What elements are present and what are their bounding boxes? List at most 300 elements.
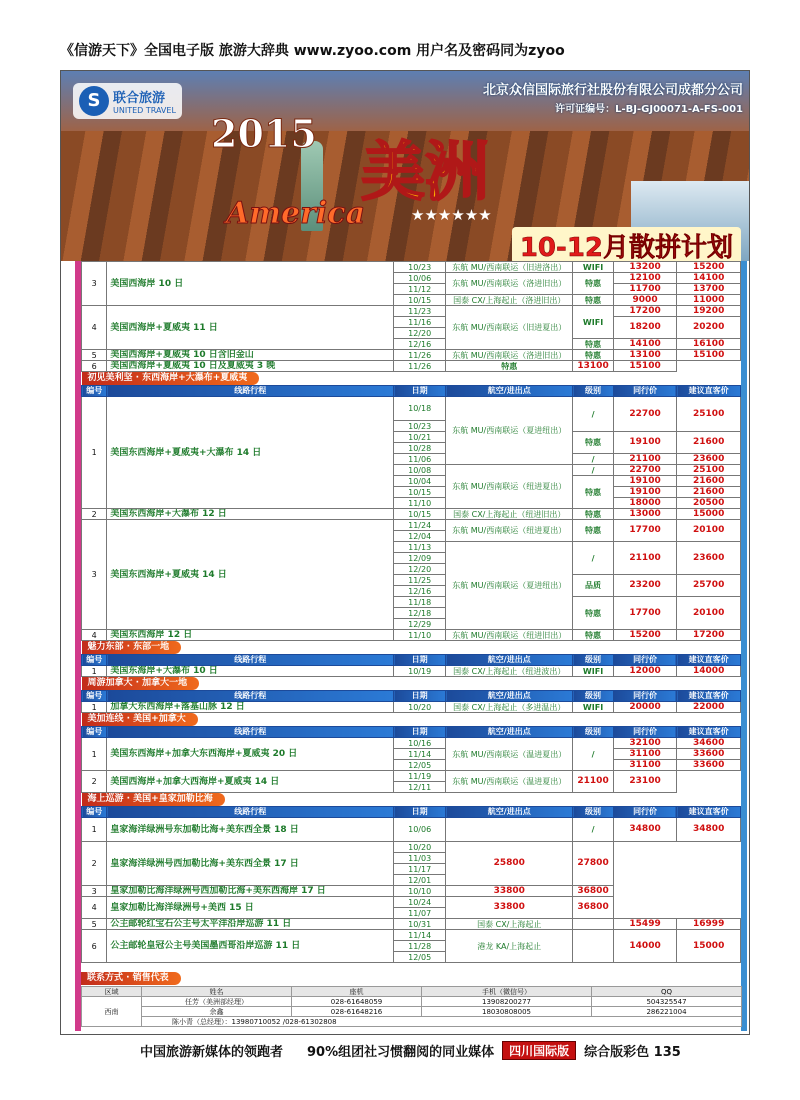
route-number: 1 bbox=[82, 738, 107, 771]
column-header: 级别 bbox=[573, 386, 613, 397]
retail-price: 21600 bbox=[677, 432, 741, 454]
column-header: 编号 bbox=[82, 807, 107, 818]
column-header: 编号 bbox=[82, 386, 107, 397]
column-header: 航空/进出点 bbox=[446, 691, 573, 702]
route-number: 6 bbox=[82, 930, 107, 963]
date-cell: 10/16 bbox=[394, 738, 446, 749]
section-title: 初见美利坚 · 东西海岸+大瀑布+夏威夷 bbox=[82, 372, 260, 385]
level-cell: WIFI bbox=[573, 262, 613, 273]
trade-price: 31100 bbox=[613, 749, 677, 760]
airline-cell: 国泰 CX/上海起止（洛进旧出） bbox=[446, 295, 573, 306]
column-header: 同行价 bbox=[613, 807, 677, 818]
contact-section-label bbox=[81, 965, 747, 985]
column-header: 建议直客价 bbox=[677, 691, 741, 702]
route-name: 美国东西海岸+加拿大东西海岸+夏威夷 20 日 bbox=[107, 738, 394, 771]
route-tables bbox=[75, 261, 747, 963]
column-header: 编号 bbox=[82, 727, 107, 738]
date-cell: 11/14 bbox=[394, 930, 446, 941]
route-number: 3 bbox=[82, 886, 107, 897]
column-header: 日期 bbox=[394, 807, 446, 818]
retail-price: 27800 bbox=[573, 842, 613, 886]
trade-price: 13000 bbox=[613, 509, 677, 520]
route-number: 5 bbox=[82, 350, 107, 361]
contact-row bbox=[82, 1017, 742, 1027]
route-number: 1 bbox=[82, 397, 107, 509]
retail-price: 21600 bbox=[677, 476, 741, 487]
date-cell: 10/15 bbox=[394, 509, 446, 520]
logo-icon: S bbox=[79, 86, 109, 116]
retail-price: 25100 bbox=[677, 465, 741, 476]
retail-price: 22000 bbox=[677, 702, 741, 713]
date-cell: 11/03 bbox=[394, 853, 446, 864]
contact-header-row bbox=[82, 987, 742, 997]
level-cell: / bbox=[573, 397, 613, 432]
column-header: 编号 bbox=[82, 691, 107, 702]
edition-badge: 四川国际版 bbox=[502, 1041, 576, 1060]
banner-year: 2015 bbox=[211, 111, 317, 156]
retail-price: 14100 bbox=[677, 273, 741, 284]
date-cell: 11/19 bbox=[394, 771, 446, 782]
section-cell bbox=[82, 793, 741, 807]
level-cell: 特惠 bbox=[573, 520, 613, 542]
section-title: 魅力东部 · 东部一地 bbox=[82, 641, 182, 654]
route-name: 美国西海岸+夏威夷 11 日 bbox=[107, 306, 394, 350]
route-number: 1 bbox=[82, 818, 107, 842]
table-row bbox=[82, 666, 741, 677]
route-number: 4 bbox=[82, 630, 107, 641]
column-header: 线路行程 bbox=[107, 655, 394, 666]
column-header: 同行价 bbox=[613, 691, 677, 702]
contact-row bbox=[82, 1007, 742, 1017]
route-name: 皇家海洋绿洲号西加勒比海+美东西全景 17 日 bbox=[107, 842, 394, 886]
contact-qq: 286221004 bbox=[592, 1007, 742, 1017]
date-cell: 10/19 bbox=[394, 666, 446, 677]
column-header: 日期 bbox=[394, 655, 446, 666]
header-row bbox=[82, 691, 741, 702]
column-header: 建议直客价 bbox=[677, 727, 741, 738]
trade-price: 12000 bbox=[613, 666, 677, 677]
contact-region: 西南 bbox=[82, 997, 142, 1027]
level-cell: 特惠 bbox=[573, 273, 613, 295]
level-cell: 特惠 bbox=[573, 597, 613, 630]
date-cell: 11/17 bbox=[394, 864, 446, 875]
contact-title: 联系方式 · 销售代表 bbox=[81, 972, 181, 985]
retail-price: 33600 bbox=[677, 749, 741, 760]
table-row bbox=[82, 509, 741, 520]
date-cell: 12/09 bbox=[394, 553, 446, 564]
date-cell: 11/26 bbox=[394, 350, 446, 361]
trade-price: 13100 bbox=[613, 350, 677, 361]
page-number: 综合版彩色 135 bbox=[584, 1044, 681, 1060]
route-table bbox=[81, 261, 741, 963]
retail-price: 11000 bbox=[677, 295, 741, 306]
date-cell: 10/20 bbox=[394, 842, 446, 853]
column-header: 线路行程 bbox=[107, 807, 394, 818]
date-cell: 12/16 bbox=[394, 586, 446, 597]
date-cell: 12/29 bbox=[394, 619, 446, 630]
company-logo bbox=[73, 83, 182, 119]
section-row bbox=[82, 677, 741, 691]
contact-mob: 13908200277 bbox=[422, 997, 592, 1007]
trade-price: 23200 bbox=[613, 575, 677, 597]
date-cell: 12/20 bbox=[394, 564, 446, 575]
section-cell bbox=[82, 677, 741, 691]
level-cell: / bbox=[573, 454, 613, 465]
trade-price: 21100 bbox=[613, 454, 677, 465]
date-cell: 12/18 bbox=[394, 608, 446, 619]
trade-price: 20000 bbox=[613, 702, 677, 713]
table-row bbox=[82, 771, 741, 782]
contact-tel: 028-61648216 bbox=[292, 1007, 422, 1017]
airline-cell: 东航 MU/西南联运（洛进旧出） bbox=[446, 273, 573, 295]
column-header: 航空/进出点 bbox=[446, 727, 573, 738]
date-cell: 12/16 bbox=[394, 339, 446, 350]
retail-price: 23600 bbox=[677, 542, 741, 575]
section-cell bbox=[82, 641, 741, 655]
section-title: 海上巡游 · 美国+皇家加勒比海 bbox=[82, 793, 225, 806]
date-cell: 11/10 bbox=[394, 630, 446, 641]
route-name: 公主邮轮皇冠公主号美国墨西哥沿岸巡游 11 日 bbox=[107, 930, 394, 963]
header-row bbox=[82, 386, 741, 397]
table-row bbox=[82, 361, 741, 372]
trade-price: 19100 bbox=[613, 487, 677, 498]
retail-price: 34800 bbox=[677, 818, 741, 842]
airline-cell: 东航 MU/西南联运（夏进纽出） bbox=[446, 397, 573, 465]
date-cell: 10/15 bbox=[394, 295, 446, 306]
table-row bbox=[82, 630, 741, 641]
date-cell: 12/05 bbox=[394, 952, 446, 963]
contact-header: 手机（微信号） bbox=[422, 987, 592, 997]
date-cell: 10/06 bbox=[394, 818, 446, 842]
table-row bbox=[82, 350, 741, 361]
route-name: 美国东海岸+大瀑布 10 日 bbox=[107, 666, 394, 677]
banner-english: America bbox=[226, 196, 366, 231]
contact-table bbox=[81, 986, 742, 1027]
date-cell: 11/12 bbox=[394, 284, 446, 295]
table-row bbox=[82, 919, 741, 930]
contact-name: 余鑫 bbox=[142, 1007, 292, 1017]
section-row bbox=[82, 713, 741, 727]
header-row bbox=[82, 655, 741, 666]
date-cell: 10/23 bbox=[394, 262, 446, 273]
retail-price: 21600 bbox=[677, 487, 741, 498]
star-row-icon: ★★★★★★ bbox=[411, 206, 492, 224]
price-sheet bbox=[75, 261, 747, 1031]
column-header: 日期 bbox=[394, 727, 446, 738]
date-cell: 12/05 bbox=[394, 760, 446, 771]
retail-price: 20500 bbox=[677, 498, 741, 509]
trade-price: 11700 bbox=[613, 284, 677, 295]
date-cell: 11/06 bbox=[394, 454, 446, 465]
contact-name: 任芳（美洲部经理） bbox=[142, 997, 292, 1007]
footer-slogan: 中国旅游新媒体的领跑者 bbox=[140, 1044, 284, 1060]
header-row bbox=[82, 727, 741, 738]
airline-cell bbox=[446, 818, 573, 842]
table-row bbox=[82, 930, 741, 941]
column-header: 级别 bbox=[573, 807, 613, 818]
contact-qq: 504325547 bbox=[592, 997, 742, 1007]
column-header: 日期 bbox=[394, 386, 446, 397]
level-cell: WIFI bbox=[573, 702, 613, 713]
section-cell bbox=[82, 713, 741, 727]
column-header: 建议直客价 bbox=[677, 807, 741, 818]
trade-price: 33800 bbox=[446, 886, 573, 897]
retail-price: 14000 bbox=[677, 666, 741, 677]
contact-header: 区域 bbox=[82, 987, 142, 997]
date-cell: 10/24 bbox=[394, 897, 446, 908]
contact-tel: 028-61648059 bbox=[292, 997, 422, 1007]
table-row bbox=[82, 842, 741, 853]
contact-mob: 18030808005 bbox=[422, 1007, 592, 1017]
level-cell: 特惠 bbox=[573, 476, 613, 509]
date-cell: 11/13 bbox=[394, 542, 446, 553]
retail-price: 25700 bbox=[677, 575, 741, 597]
date-cell: 10/21 bbox=[394, 432, 446, 443]
top-banner-text: 《信游天下》全国电子版 旅游大辞典 www.zyoo.com 用户名及密码同为zyoo bbox=[60, 43, 565, 59]
column-header: 同行价 bbox=[613, 386, 677, 397]
date-cell: 12/20 bbox=[394, 328, 446, 339]
level-cell: 品质 bbox=[573, 575, 613, 597]
section-row bbox=[82, 372, 741, 386]
section-title: 美加连线 · 美国+加拿大 bbox=[82, 713, 198, 726]
date-cell: 10/31 bbox=[394, 919, 446, 930]
section-row bbox=[82, 641, 741, 655]
route-name: 公主邮轮红宝石公主号太平洋沿岸巡游 11 日 bbox=[107, 919, 394, 930]
retail-price: 36800 bbox=[573, 897, 613, 919]
contact-section bbox=[75, 965, 747, 1027]
level-cell: 特惠 bbox=[573, 339, 613, 350]
agency-info bbox=[483, 79, 743, 115]
contact-row bbox=[82, 997, 742, 1007]
retail-price: 20200 bbox=[677, 317, 741, 339]
contact-header: 座机 bbox=[292, 987, 422, 997]
trade-price: 21100 bbox=[573, 771, 613, 793]
route-name: 美国西海岸+加拿大西海岸+夏威夷 14 日 bbox=[107, 771, 394, 793]
table-row bbox=[82, 886, 741, 897]
trade-price: 18000 bbox=[613, 498, 677, 509]
trade-price: 15499 bbox=[613, 919, 677, 930]
date-cell: 10/06 bbox=[394, 273, 446, 284]
route-number: 4 bbox=[82, 897, 107, 919]
table-row bbox=[82, 702, 741, 713]
date-cell: 10/08 bbox=[394, 465, 446, 476]
retail-price: 23100 bbox=[613, 771, 677, 793]
route-number: 2 bbox=[82, 771, 107, 793]
date-cell: 10/04 bbox=[394, 476, 446, 487]
contact-name: 陈小青（总经理）：13980710052 /028-61302808 bbox=[142, 1017, 742, 1027]
header-row bbox=[82, 807, 741, 818]
column-header: 航空/进出点 bbox=[446, 386, 573, 397]
table-row bbox=[82, 397, 741, 421]
retail-price: 34600 bbox=[677, 738, 741, 749]
section-cell bbox=[82, 372, 741, 386]
table-row bbox=[82, 738, 741, 749]
retail-price: 16999 bbox=[677, 919, 741, 930]
retail-price: 33600 bbox=[677, 760, 741, 771]
column-header: 级别 bbox=[573, 655, 613, 666]
retail-price: 17200 bbox=[677, 630, 741, 641]
route-number: 2 bbox=[82, 842, 107, 886]
level-cell: / bbox=[573, 738, 613, 771]
retail-price: 15000 bbox=[677, 930, 741, 963]
column-header: 航空/进出点 bbox=[446, 807, 573, 818]
date-cell: 12/04 bbox=[394, 531, 446, 542]
column-header: 日期 bbox=[394, 691, 446, 702]
date-cell: 11/24 bbox=[394, 520, 446, 531]
route-name: 美国西海岸+夏威夷 10 日及夏威夷 3 晚 bbox=[107, 361, 394, 372]
level-cell: WIFI bbox=[573, 666, 613, 677]
route-number: 6 bbox=[82, 361, 107, 372]
date-cell: 12/11 bbox=[394, 782, 446, 793]
trade-price: 22700 bbox=[613, 465, 677, 476]
date-cell: 10/18 bbox=[394, 397, 446, 421]
retail-price: 25100 bbox=[677, 397, 741, 432]
date-cell: 11/25 bbox=[394, 575, 446, 586]
table-row bbox=[82, 306, 741, 317]
table-row bbox=[82, 818, 741, 842]
airline-cell: 东航 MU/西南联运（温进夏出） bbox=[446, 771, 573, 793]
retail-price: 23600 bbox=[677, 454, 741, 465]
date-cell: 11/26 bbox=[394, 361, 446, 372]
airline-cell: 东航 MU/西南联运（温进夏出） bbox=[446, 738, 573, 771]
section-title: 周游加拿大 · 加拿大一地 bbox=[82, 677, 200, 690]
page-footer bbox=[140, 1040, 750, 1060]
column-header: 级别 bbox=[573, 691, 613, 702]
airline-cell: 东航 MU/西南联运（纽进旧出） bbox=[446, 630, 573, 641]
table-row bbox=[82, 520, 741, 531]
route-name: 美国东西海岸+夏威夷 14 日 bbox=[107, 520, 394, 630]
column-header: 同行价 bbox=[613, 727, 677, 738]
banner-subtitle: 10-12月散拼计划 bbox=[512, 227, 741, 261]
route-name: 皇家加勒比海洋绿洲号西加勒比海+美东西海岸 17 日 bbox=[107, 886, 394, 897]
airline-cell: 东航 MU/西南联运（旧进夏出） bbox=[446, 306, 573, 350]
airline-cell: 港龙 KA/上海起止 bbox=[446, 930, 573, 963]
retail-price: 15200 bbox=[677, 262, 741, 273]
date-cell: 10/28 bbox=[394, 443, 446, 454]
trade-price: 25800 bbox=[446, 842, 573, 886]
trade-price: 13100 bbox=[573, 361, 613, 372]
level-cell: / bbox=[573, 465, 613, 476]
trade-price: 13200 bbox=[613, 262, 677, 273]
route-number: 5 bbox=[82, 919, 107, 930]
date-cell: 11/16 bbox=[394, 317, 446, 328]
route-number: 3 bbox=[82, 262, 107, 306]
logo-cn: 联合旅游 bbox=[113, 91, 166, 106]
airline-cell: 东航 MU/西南联运（旧进洛出） bbox=[446, 262, 573, 273]
airline-cell: 国泰 CX/上海起止（多进温出） bbox=[446, 702, 573, 713]
column-header: 航空/进出点 bbox=[446, 655, 573, 666]
retail-price: 20100 bbox=[677, 597, 741, 630]
route-number: 1 bbox=[82, 666, 107, 677]
retail-price: 15100 bbox=[613, 361, 677, 372]
route-name: 美国东西海岸 12 日 bbox=[107, 630, 394, 641]
airline-cell: 东航 MU/西南联运（洛进旧出） bbox=[446, 350, 573, 361]
trade-price: 32100 bbox=[613, 738, 677, 749]
route-name: 加拿大东西海岸+落基山脉 12 日 bbox=[107, 702, 394, 713]
date-cell: 11/07 bbox=[394, 908, 446, 919]
trade-price: 18200 bbox=[613, 317, 677, 339]
trade-price: 19100 bbox=[613, 432, 677, 454]
page-frame bbox=[60, 70, 750, 1035]
date-cell: 10/20 bbox=[394, 702, 446, 713]
column-header: 建议直客价 bbox=[677, 386, 741, 397]
retail-price: 19200 bbox=[677, 306, 741, 317]
column-header: 建议直客价 bbox=[677, 655, 741, 666]
airline-cell: 国泰 CX/上海起止 bbox=[446, 919, 573, 930]
date-cell: 10/10 bbox=[394, 886, 446, 897]
trade-price: 21100 bbox=[613, 542, 677, 575]
date-cell: 11/10 bbox=[394, 498, 446, 509]
retail-price: 16100 bbox=[677, 339, 741, 350]
date-cell: 11/18 bbox=[394, 597, 446, 608]
column-header: 编号 bbox=[82, 655, 107, 666]
table-row bbox=[82, 897, 741, 908]
contact-header: 姓名 bbox=[142, 987, 292, 997]
route-number: 3 bbox=[82, 520, 107, 630]
retail-price: 36800 bbox=[573, 886, 613, 897]
license-number: 许可证编号：L-BJ-GJ00071-A-FS-001 bbox=[555, 104, 743, 115]
airline-cell: 国泰 CX/上海起止（纽进旧出） bbox=[446, 509, 573, 520]
trade-price: 34800 bbox=[613, 818, 677, 842]
contact-header: QQ bbox=[592, 987, 742, 997]
route-name: 美国东西海岸+大瀑布 12 日 bbox=[107, 509, 394, 520]
date-cell: 11/23 bbox=[394, 306, 446, 317]
column-header: 线路行程 bbox=[107, 727, 394, 738]
level-cell: / bbox=[573, 542, 613, 575]
trade-price: 14000 bbox=[613, 930, 677, 963]
trade-price: 22700 bbox=[613, 397, 677, 432]
level-cell: 特惠 bbox=[446, 361, 573, 372]
airline-cell: 东航 MU/西南联运（纽进夏出） bbox=[446, 465, 573, 509]
airline-cell: 东航 MU/西南联运（纽进夏出） bbox=[446, 520, 573, 542]
level-cell bbox=[573, 919, 613, 930]
route-name: 美国东西海岸+夏威夷+大瀑布 14 日 bbox=[107, 397, 394, 509]
route-number: 4 bbox=[82, 306, 107, 350]
column-header: 线路行程 bbox=[107, 691, 394, 702]
logo-en: UNITED TRAVEL bbox=[113, 106, 176, 115]
trade-price: 31100 bbox=[613, 760, 677, 771]
level-cell: 特惠 bbox=[573, 432, 613, 454]
retail-price: 15000 bbox=[677, 509, 741, 520]
date-cell: 10/15 bbox=[394, 487, 446, 498]
route-number: 1 bbox=[82, 702, 107, 713]
route-number: 2 bbox=[82, 509, 107, 520]
trade-price: 33800 bbox=[446, 897, 573, 919]
trade-price: 17700 bbox=[613, 520, 677, 542]
trade-price: 12100 bbox=[613, 273, 677, 284]
date-cell: 12/01 bbox=[394, 875, 446, 886]
route-name: 美国西海岸 10 日 bbox=[107, 262, 394, 306]
level-cell: / bbox=[573, 818, 613, 842]
column-header: 级别 bbox=[573, 727, 613, 738]
level-cell: 特惠 bbox=[573, 350, 613, 361]
trade-price: 9000 bbox=[613, 295, 677, 306]
trade-price: 15200 bbox=[613, 630, 677, 641]
airline-cell: 东航 MU/西南联运（夏进纽出） bbox=[446, 542, 573, 630]
level-cell: 特惠 bbox=[573, 295, 613, 306]
route-name: 皇家加勒比海洋绿洲号+美西 15 日 bbox=[107, 897, 394, 919]
hero-banner bbox=[61, 71, 750, 261]
date-cell: 11/28 bbox=[394, 941, 446, 952]
retail-price: 20100 bbox=[677, 520, 741, 542]
trade-price: 19100 bbox=[613, 476, 677, 487]
level-cell: 特惠 bbox=[573, 509, 613, 520]
banner-title: 美洲 bbox=[361, 136, 489, 210]
route-name: 皇家海洋绿洲号东加勒比海+美东西全景 18 日 bbox=[107, 818, 394, 842]
level-cell: WIFI bbox=[573, 306, 613, 339]
date-cell: 11/14 bbox=[394, 749, 446, 760]
column-header: 线路行程 bbox=[107, 386, 394, 397]
